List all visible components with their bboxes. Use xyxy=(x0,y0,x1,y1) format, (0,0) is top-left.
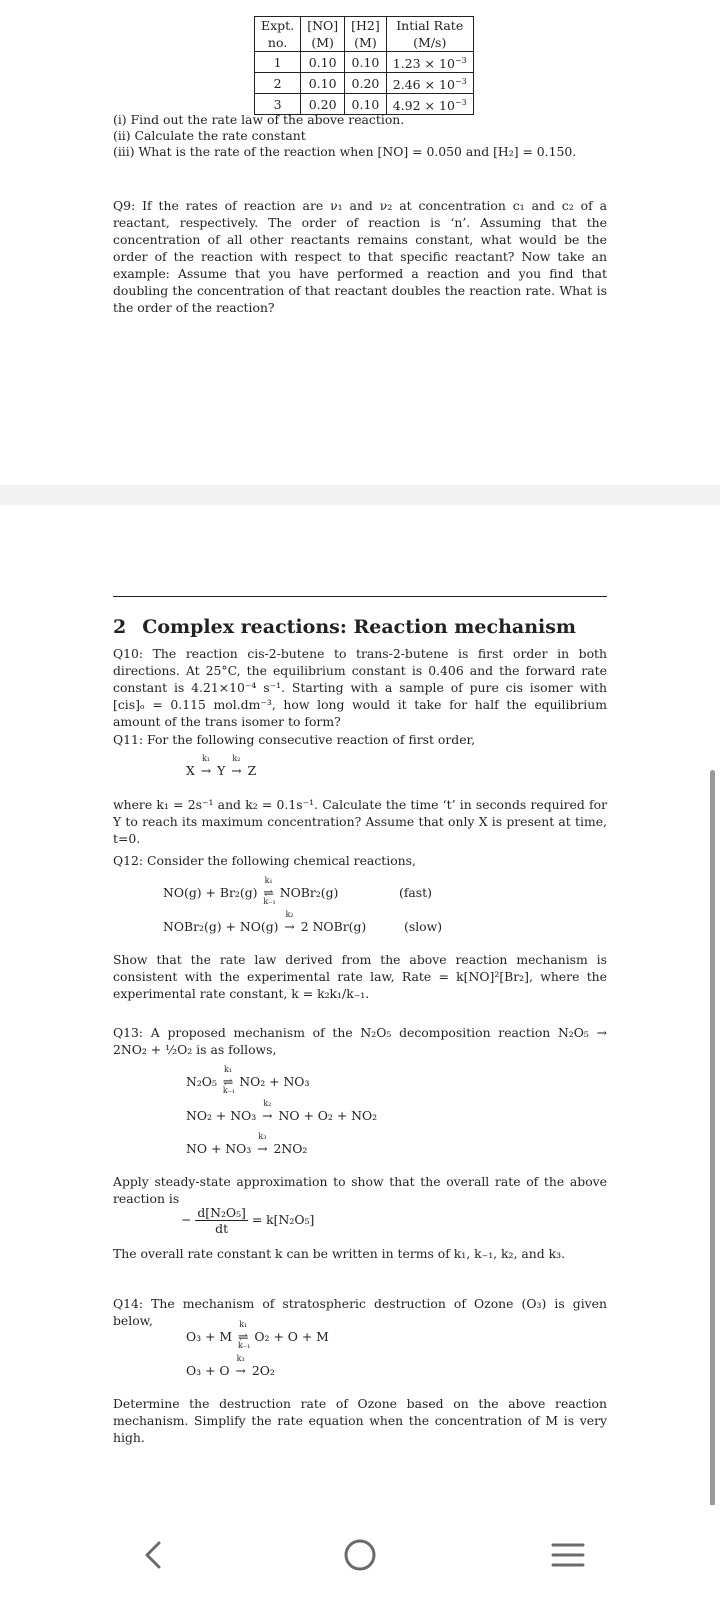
q13-equation-3: NO + NO₃ k₃ → 2NO₂ xyxy=(186,1132,308,1156)
q8-subquestions xyxy=(113,112,607,160)
equilibrium-arrow: k₁ ⇌ k₋₁ xyxy=(238,1320,251,1350)
document-page-1 xyxy=(0,0,720,485)
section-rule xyxy=(113,596,607,597)
home-button[interactable] xyxy=(330,1525,390,1585)
question-q12-intro: Q12: Consider the following chemical reactions, xyxy=(113,853,416,868)
q12-slow-tag: (slow) xyxy=(404,919,443,934)
equilibrium-arrow: k₁ ⇌ k₋₁ xyxy=(263,876,276,906)
section-number: 2 xyxy=(113,616,127,638)
table-cell: $1.23 \times 10^{-3}$ xyxy=(386,52,473,73)
rate-arrow: k₁ → xyxy=(200,754,212,778)
q13-equation-1: N₂O₅ k₁ ⇌ k₋₁ NO₂ + NO₃ xyxy=(186,1065,310,1095)
system-navigation-bar xyxy=(0,1505,720,1600)
three-lines-icon xyxy=(550,1540,586,1570)
question-q12-body: Show that the rate law derived from the above reaction mechanism is consistent with the experimental rate law, Rate = k[NO]²[Br₂], where the experimental rate constant, k = k₂k₁/k₋₁. xyxy=(113,952,607,1001)
back-button[interactable] xyxy=(123,1525,183,1585)
q13-equation-2: NO₂ + NO₃ k₂ → NO + O₂ + NO₂ xyxy=(186,1099,378,1123)
table-cell: 0.20 xyxy=(345,73,387,94)
rate-arrow: k₂ → xyxy=(262,1099,273,1123)
scrollbar[interactable] xyxy=(710,770,715,1515)
question-q13-body: Apply steady-state approximation to show that the overall rate of the above reaction is xyxy=(113,1174,607,1206)
q8-part-iii: (iii) What is the rate of the reaction when [NO] = 0.050 and [H₂] = 0.150. xyxy=(113,144,577,159)
question-q11-intro: Q11: For the following consecutive reaction of first order, xyxy=(113,732,476,747)
question-q9: Q9: If the rates of reaction are ν₁ and ν₂ at concentration c₁ and c₂ of a reactant, respectively. The order of reaction is ‘n’. Assuming that the concentration of all other reactants remains constant, what would be the order of the reaction with respect to that specific reactant? Now take an example: Assume that you have performed a reaction and you find that doubling the concentration of that reactant doubles the reaction rate. What is the order of the reaction? xyxy=(113,198,607,315)
question-q14-body: Determine the destruction rate of Ozone based on the above reaction mechanism. Simplify the rate equation when the concentration of M is very high. xyxy=(113,1396,607,1445)
table-cell: $2.46 \times 10^{-3}$ xyxy=(386,73,473,94)
page-gap xyxy=(0,485,720,505)
rate-arrow: k₂ → xyxy=(284,910,295,934)
table-cell: 1 xyxy=(255,52,301,73)
rate-data-table xyxy=(254,16,474,115)
table-cell: 0.10 xyxy=(301,52,345,73)
table-row xyxy=(255,52,474,73)
table-header-cell: (M) xyxy=(301,34,345,52)
recents-button[interactable] xyxy=(538,1525,598,1585)
chevron-left-icon xyxy=(141,1539,165,1571)
circle-home-icon xyxy=(342,1537,378,1573)
table-cell: 2 xyxy=(255,73,301,94)
question-q13-intro: Q13: A proposed mechanism of the N₂O₅ decomposition reaction N₂O₅ → 2NO₂ + ½O₂ is as follows, xyxy=(113,1025,607,1057)
q12-equation-1: NO(g) + Br₂(g) k₁ ⇌ k₋₁ NOBr₂(g) xyxy=(163,876,339,906)
table-cell: $4.92 \times 10^{-3}$ xyxy=(386,94,473,115)
derivative-fraction: $\frac{\text{d[N₂O₅]}}{dt}$ xyxy=(197,1205,246,1236)
equilibrium-arrow: k₁ ⇌ k₋₁ xyxy=(222,1065,236,1095)
table-header-cell: no. xyxy=(255,34,301,52)
q8-part-ii: (ii) Calculate the rate constant xyxy=(113,128,306,143)
question-q11-body: where k₁ = 2s⁻¹ and k₂ = 0.1s⁻¹. Calculate the time ‘t’ in seconds required for Y to reach its maximum concentration? Assume that only X is present at time, t=0. xyxy=(113,797,607,846)
question-q10: Q10: The reaction cis-2-butene to trans-2-butene is first order in both directions. At 25°C, the equilibrium constant is 0.406 and the forward rate constant is 4.21×10⁻⁴ s⁻¹. Starting with a sample of pure cis isomer with [cis]ₒ = 0.115 mol.dm⁻³, how long would it take for half the equilibrium amount of the trans isomer to form? xyxy=(113,646,607,729)
q12-fast-tag: (fast) xyxy=(399,885,432,900)
table-cell: 0.10 xyxy=(301,73,345,94)
table-header-cell: Expt. xyxy=(255,17,301,35)
table-cell: 0.10 xyxy=(345,94,387,115)
question-q13-tail: The overall rate constant k can be written in terms of k₁, k₋₁, k₂, and k₃. xyxy=(113,1246,566,1261)
table-cell: 0.20 xyxy=(301,94,345,115)
table-header-cell: (M) xyxy=(345,34,387,52)
rate-arrow: k₂ → xyxy=(231,754,242,778)
document-page-2 xyxy=(0,505,720,1505)
q8-part-i: (i) Find out the rate law of the above reaction. xyxy=(113,112,405,127)
rate-arrow: k₃ → xyxy=(257,1132,268,1156)
q12-equation-2: NOBr₂(g) + NO(g) k₂ → 2 NOBr(g) xyxy=(163,910,367,934)
q14-equation-2: O₃ + O k₃ → 2O₂ xyxy=(186,1354,275,1378)
q11-equation: X k₁ → Y k₂ → Z xyxy=(186,754,257,778)
section-heading xyxy=(113,616,592,638)
rate-arrow: k₃ → xyxy=(235,1354,246,1378)
table-row xyxy=(255,73,474,94)
question-q14-intro: Q14: The mechanism of stratospheric destruction of Ozone (O₃) is given below, xyxy=(113,1296,607,1328)
section-title: Complex reactions: Reaction mechanism xyxy=(142,616,577,638)
table-header-cell: (M/s) xyxy=(386,34,473,52)
table-header-cell: Intial Rate xyxy=(386,17,473,35)
q14-equation-1: O₃ + M k₁ ⇌ k₋₁ O₂ + O + M xyxy=(186,1320,329,1350)
table-cell: 0.10 xyxy=(345,52,387,73)
table-header-cell: [H2] xyxy=(345,17,387,35)
table-header-cell: [NO] xyxy=(301,17,345,35)
q13-rate-expression: − $\frac{\text{d[N₂O₅]}}{dt}$ = k[N₂O₅] xyxy=(181,1205,315,1236)
table-cell: 3 xyxy=(255,94,301,115)
